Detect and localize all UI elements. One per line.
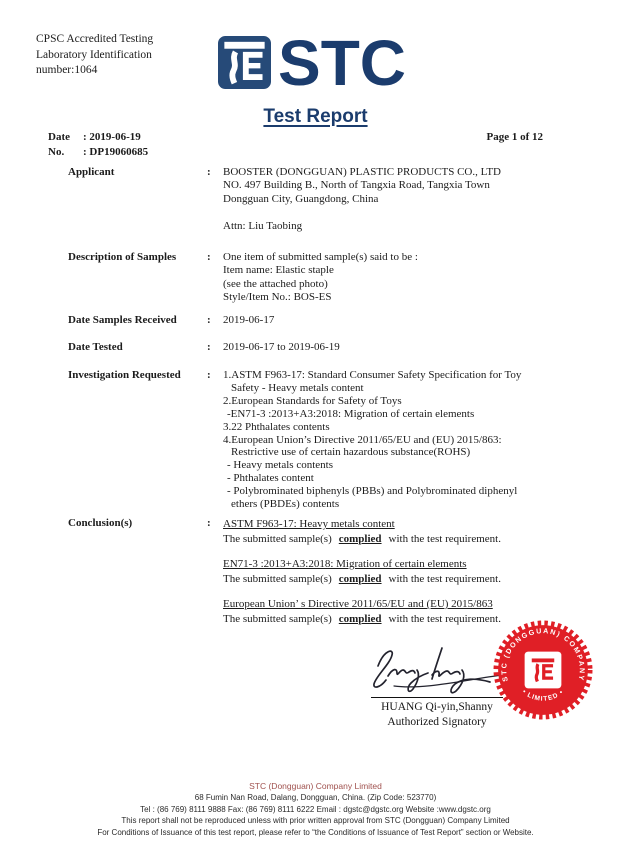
conclusion-group <box>223 557 585 587</box>
stc-logo-mark-icon <box>218 36 271 89</box>
field-value: BOOSTER (DONGGUAN) PLASTIC PRODUCTS CO., LTD NO. 497 Building B., North of Tangxia Road, Tangxia Town Dongguan City, Guangdong, China Attn: Liu Taobing <box>223 166 501 232</box>
conclusion-result: The submitted sample(s) complied with the test requirement. <box>223 573 501 585</box>
seal-ring-text-bottom: • LIMITED • <box>520 688 566 703</box>
field-label: Applicant <box>68 166 115 178</box>
field-label: Conclusion(s) <box>68 517 133 529</box>
report-footer <box>0 781 631 838</box>
field-value: 2019-06-17 <box>223 314 275 326</box>
field-colon: : <box>207 369 211 381</box>
verdict: complied <box>338 573 382 585</box>
seal-ring-text-top: STC (DONGGUAN) COMPANY <box>500 627 586 683</box>
field-label: Date Tested <box>68 341 123 353</box>
field-colon: : <box>207 251 211 263</box>
cpsc-accreditation <box>36 32 153 79</box>
cpsc-line: CPSC Accredited Testing <box>36 33 154 45</box>
handwritten-signature <box>364 642 506 698</box>
field-conclusions <box>68 517 585 637</box>
signature-line <box>371 697 503 698</box>
footer-conditions: For Conditions of Issuance of this test report, please refer to “the Conditions of Issuance of Test Report” section or Website. <box>97 827 534 837</box>
field-colon: : <box>207 517 211 529</box>
footer-company-name: STC (Dongguan) Company Limited <box>249 781 382 791</box>
field-value: 1.ASTM F963-17: Standard Consumer Safety Specification for Toy Safety - Heavy metals content 2.European Standards for Safety of Toys -EN71-3 :2013+A3:2018: Migration of certain elements 3.22 Phthalates contents 4.European Union’s Directive 2011/65/EU and (EU) 2015/863: Restrictive use of certain hazardous substance(ROHS) - Heavy metals contents - Phthalates content - Polybrominated biphenyls (PBBs) and Polybrominated diphenyl ethers (PBDEs) contents <box>223 369 522 511</box>
conclusion-heading: ASTM F963-17: Heavy metals content <box>223 518 395 530</box>
footer-contacts: Tel : (86 769) 8111 9888 Fax: (86 769) 8111 6222 Email : dgstc@dgstc.org Website :www.dgstc.org <box>140 804 491 814</box>
field-value: 2019-06-17 to 2019-06-19 <box>223 341 340 353</box>
signatory-block <box>360 700 514 729</box>
report-meta <box>48 130 148 159</box>
field-date-tested <box>68 341 585 354</box>
field-date-samples-received <box>68 314 585 327</box>
report-date: Date : 2019-06-19 <box>48 131 141 143</box>
company-seal-stamp-icon <box>493 620 593 720</box>
field-value <box>223 517 585 637</box>
field-label: Investigation Requested <box>68 369 181 381</box>
field-applicant <box>68 166 585 233</box>
field-investigation-requested <box>68 369 585 511</box>
cpsc-line: Laboratory Identification <box>36 48 152 61</box>
report-number: No. : DP19060685 <box>48 145 149 158</box>
verdict: complied <box>338 613 382 625</box>
signatory-name: HUANG Qi-yin,Shanny <box>381 701 493 713</box>
field-label: Date Samples Received <box>68 314 177 326</box>
stc-logo <box>218 27 406 99</box>
footer-address: 68 Fumin Nan Road, Dalang, Dongguan, China. (Zip Code: 523770) <box>194 793 437 803</box>
field-label: Description of Samples <box>68 251 177 263</box>
conclusion-heading: EN71-3 :2013+A3:2018: Migration of certain elements <box>223 558 467 570</box>
report-title: Test Report <box>263 106 368 127</box>
field-colon: : <box>207 341 211 353</box>
conclusion-result: The submitted sample(s) complied with the test requirement. <box>223 613 501 625</box>
footer-disclaimer: This report shall not be reproduced unless with prior written approval from STC (Dongguan) Company Limited <box>121 816 510 826</box>
cpsc-line: number:1064 <box>36 64 98 76</box>
conclusion-result: The submitted sample(s) complied with the test requirement. <box>223 533 501 545</box>
conclusion-heading: European Union’ s Directive 2011/65/EU and (EU) 2015/863 <box>223 598 493 610</box>
verdict: complied <box>338 533 382 545</box>
signatory-title: Authorized Signatory <box>387 715 487 728</box>
stc-wordmark: STC <box>278 27 406 99</box>
field-description-of-samples <box>68 251 585 305</box>
field-colon: : <box>207 166 211 178</box>
field-colon: : <box>207 314 211 326</box>
page-number: Page 1 of 12 <box>486 131 543 143</box>
field-value: One item of submitted sample(s) said to be : Item name: Elastic staple (see the attached photo) Style/Item No.: BOS-ES <box>223 251 418 304</box>
conclusion-group <box>223 517 585 547</box>
